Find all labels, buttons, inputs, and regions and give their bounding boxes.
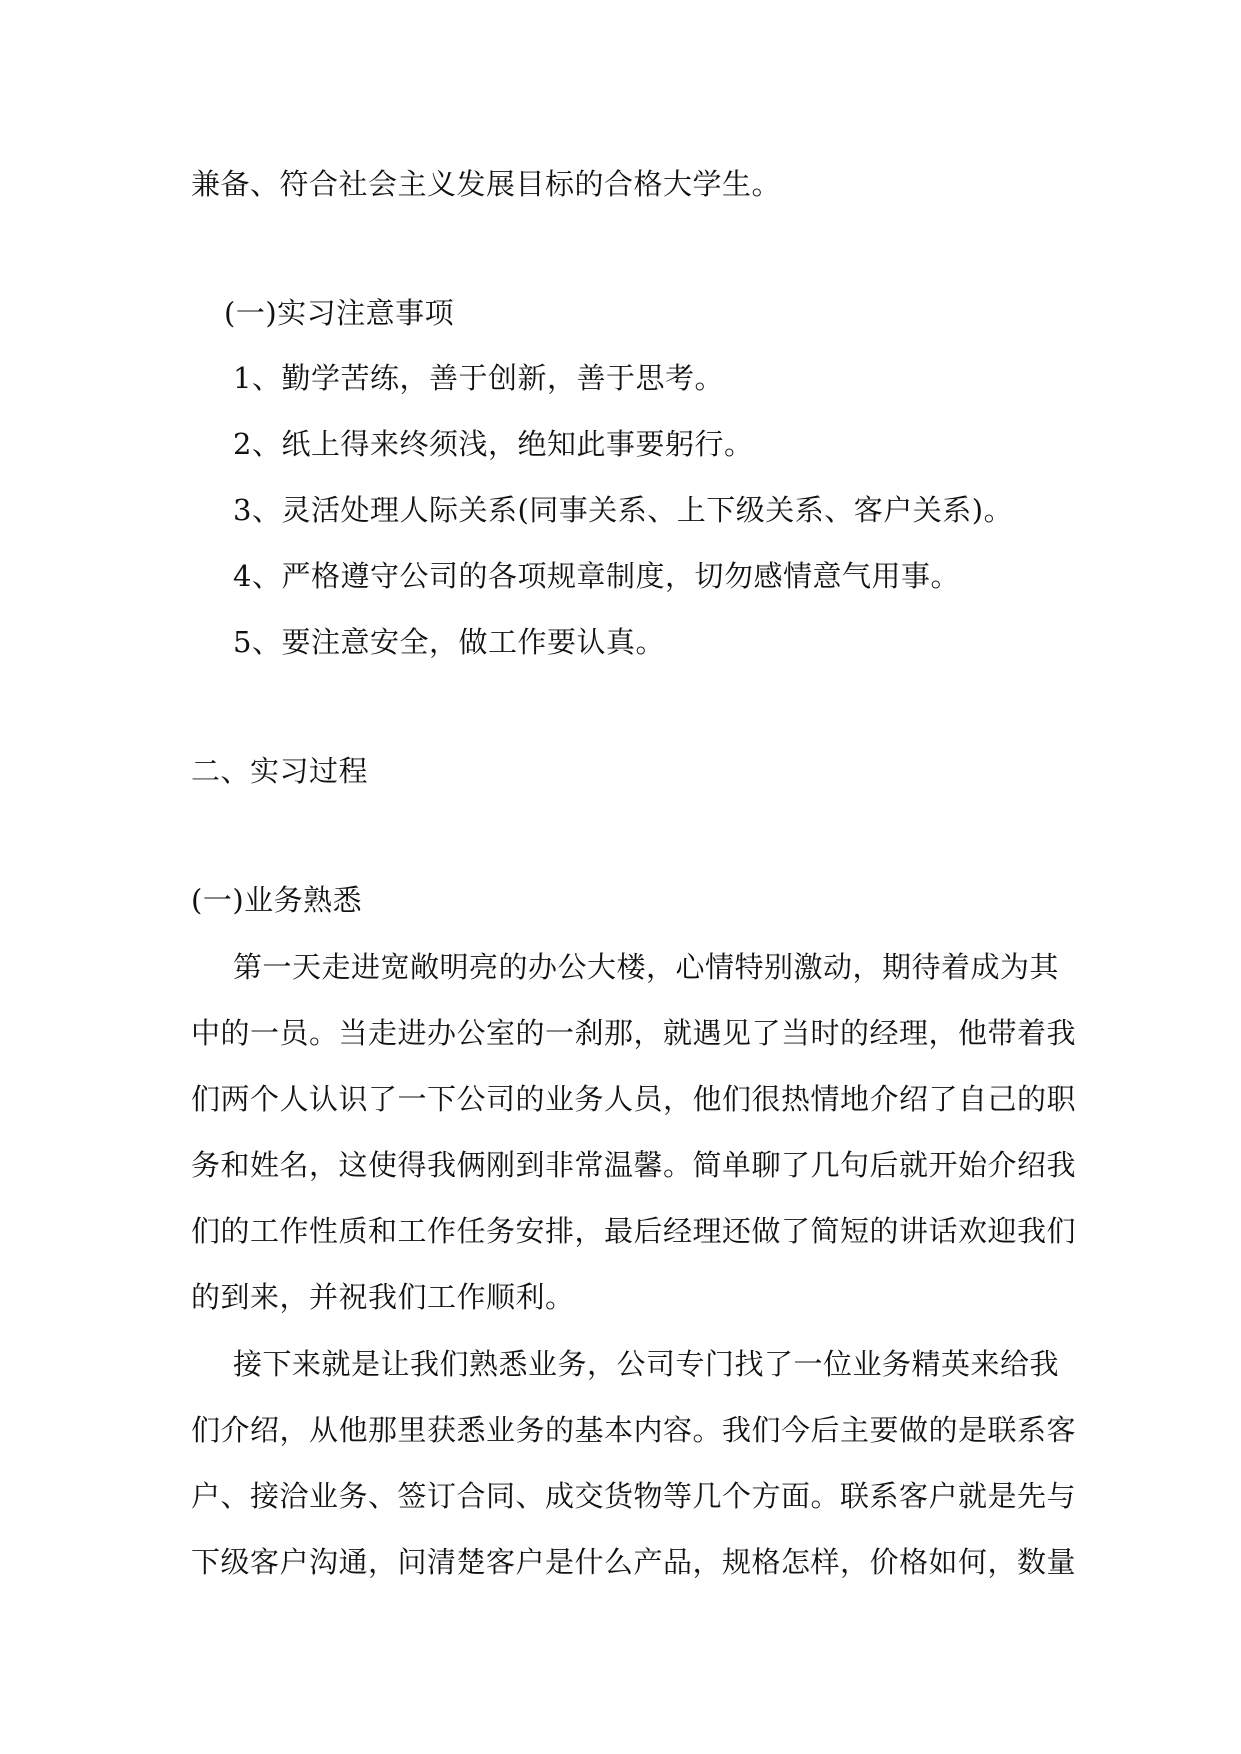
paragraph-line: 下级客户沟通，问清楚客户是什么产品，规格怎样，价格如何，数量: [191, 1545, 1077, 1579]
paragraph-line: 们两个人认识了一下公司的业务人员，他们很热情地介绍了自己的职: [191, 1082, 1077, 1116]
notes-item: 3、灵活处理人际关系(同事关系、上下级关系、客户关系)。: [233, 493, 1014, 527]
notes-item: 5、要注意安全，做工作要认真。: [233, 625, 665, 659]
notes-item: 2、纸上得来终须浅，绝知此事要躬行。: [233, 427, 754, 461]
section-heading-notes: (一)实习注意事项: [224, 296, 455, 330]
subsection-heading: (一)业务熟悉: [191, 883, 363, 917]
chapter-heading: 二、实习过程: [191, 754, 369, 788]
paragraph-line: 的到来，并祝我们工作顺利。: [191, 1280, 575, 1314]
paragraph-line: 们的工作性质和工作任务安排，最后经理还做了简短的讲话欢迎我们: [191, 1214, 1077, 1248]
notes-item: 1、勤学苦练，善于创新，善于思考。: [233, 361, 724, 395]
continuation-line: 兼备、符合社会主义发展目标的合格大学生。: [191, 167, 782, 201]
notes-item: 4、严格遵守公司的各项规章制度，切勿感情意气用事。: [233, 559, 960, 593]
paragraph-line: 户、接洽业务、签订合同、成交货物等几个方面。联系客户就是先与: [191, 1479, 1077, 1513]
paragraph-line: 接下来就是让我们熟悉业务，公司专门找了一位业务精英来给我: [233, 1347, 1060, 1381]
paragraph-line: 中的一员。当走进办公室的一刹那，就遇见了当时的经理，他带着我: [191, 1016, 1077, 1050]
paragraph-line: 们介绍，从他那里获悉业务的基本内容。我们今后主要做的是联系客: [191, 1413, 1077, 1447]
paragraph-line: 第一天走进宽敞明亮的办公大楼，心情特别激动，期待着成为其: [233, 950, 1060, 984]
paragraph-line: 务和姓名，这使得我俩刚到非常温馨。简单聊了几句后就开始介绍我: [191, 1148, 1077, 1182]
